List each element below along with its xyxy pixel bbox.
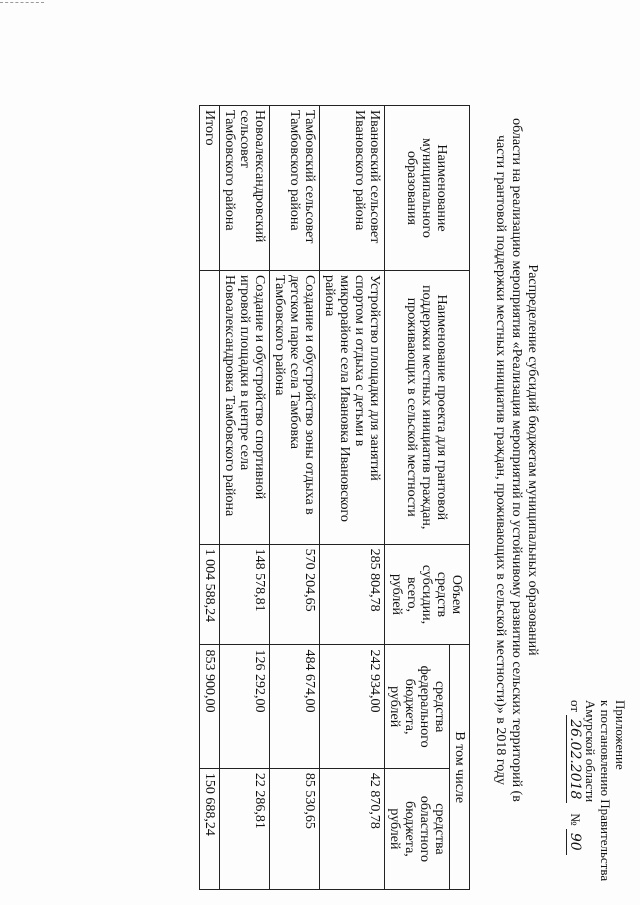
total-federal: 853 900,00 <box>200 645 220 768</box>
cell-municipality: Новоалександровский сельсовет Тамбовского района <box>220 106 270 271</box>
cell-project: Создание и обустройство спортивной игровой площадки в центре села Новоалександровка Тамбовского района <box>220 270 270 544</box>
document-title <box>492 20 540 900</box>
table-row <box>270 106 320 890</box>
approval-block <box>566 700 628 882</box>
subsidy-table <box>199 105 470 890</box>
header-project: Наименование проекта для грантовой поддержки местных инициатив граждан, проживающих в сельской местности <box>385 270 470 544</box>
date-value: 26.02.2018 <box>566 715 582 803</box>
cell-federal: 484 674,00 <box>270 645 320 768</box>
date-prefix: от <box>568 700 583 713</box>
approval-line-1: Приложение <box>613 700 628 770</box>
header-total: Объем средств субсидии, всего, рублей <box>385 544 470 645</box>
table-row <box>220 106 270 890</box>
cell-regional: 42 870,78 <box>320 768 385 889</box>
total-label: Итого <box>200 106 220 271</box>
total-regional: 150 688,24 <box>200 768 220 889</box>
cell-project: Создание и обустройство зоны отдыха в детском парке села Тамбовка Тамбовского района <box>270 270 320 544</box>
table-header-row <box>450 106 470 890</box>
table-row <box>320 106 385 890</box>
total-empty-cell <box>200 270 220 544</box>
cell-federal: 242 934,00 <box>320 645 385 768</box>
cell-federal: 126 292,00 <box>220 645 270 768</box>
approval-line-2: к постановлению Правительства <box>598 700 613 882</box>
header-including: В том числе <box>450 645 470 890</box>
cell-total: 570 204,65 <box>270 544 320 645</box>
title-line-3: части грантовой поддержки местных инициатив граждан, проживающих в сельской местности)» в 2018 году <box>493 135 508 785</box>
cell-municipality: Ивановский сельсовет Ивановского района <box>320 106 385 271</box>
title-line-1: Распределение субсидий бюджетам муниципальных образований <box>525 264 540 656</box>
number-value: 90 <box>566 829 582 855</box>
header-municipality: Наименование муниципального образования <box>385 106 470 271</box>
cell-project: Устройство площадки для занятий спортом и отдыха с детьми в микрорайоне села Ивановка Ивановского района <box>320 270 385 544</box>
cell-regional: 22 286,81 <box>220 768 270 889</box>
number-prefix: № <box>568 813 583 826</box>
cell-regional: 85 530,65 <box>270 768 320 889</box>
cell-total: 148 578,81 <box>220 544 270 645</box>
total-sum: 1 004 588,24 <box>200 544 220 645</box>
cell-total: 285 804,78 <box>320 544 385 645</box>
table-total-row <box>200 106 220 890</box>
header-federal: средства федерального бюджета, рублей <box>385 645 450 768</box>
title-line-2: области на реализацию мероприятия «Реализация мероприятий по устойчивому развитию сельских территорий (в <box>509 118 524 802</box>
cell-municipality: Тамбовский сельсовет Тамбовского района <box>270 106 320 271</box>
approval-date-line <box>566 700 583 875</box>
approval-line-3: Амурской области <box>583 700 598 803</box>
header-regional: средства областного бюджета, рублей <box>385 768 450 889</box>
